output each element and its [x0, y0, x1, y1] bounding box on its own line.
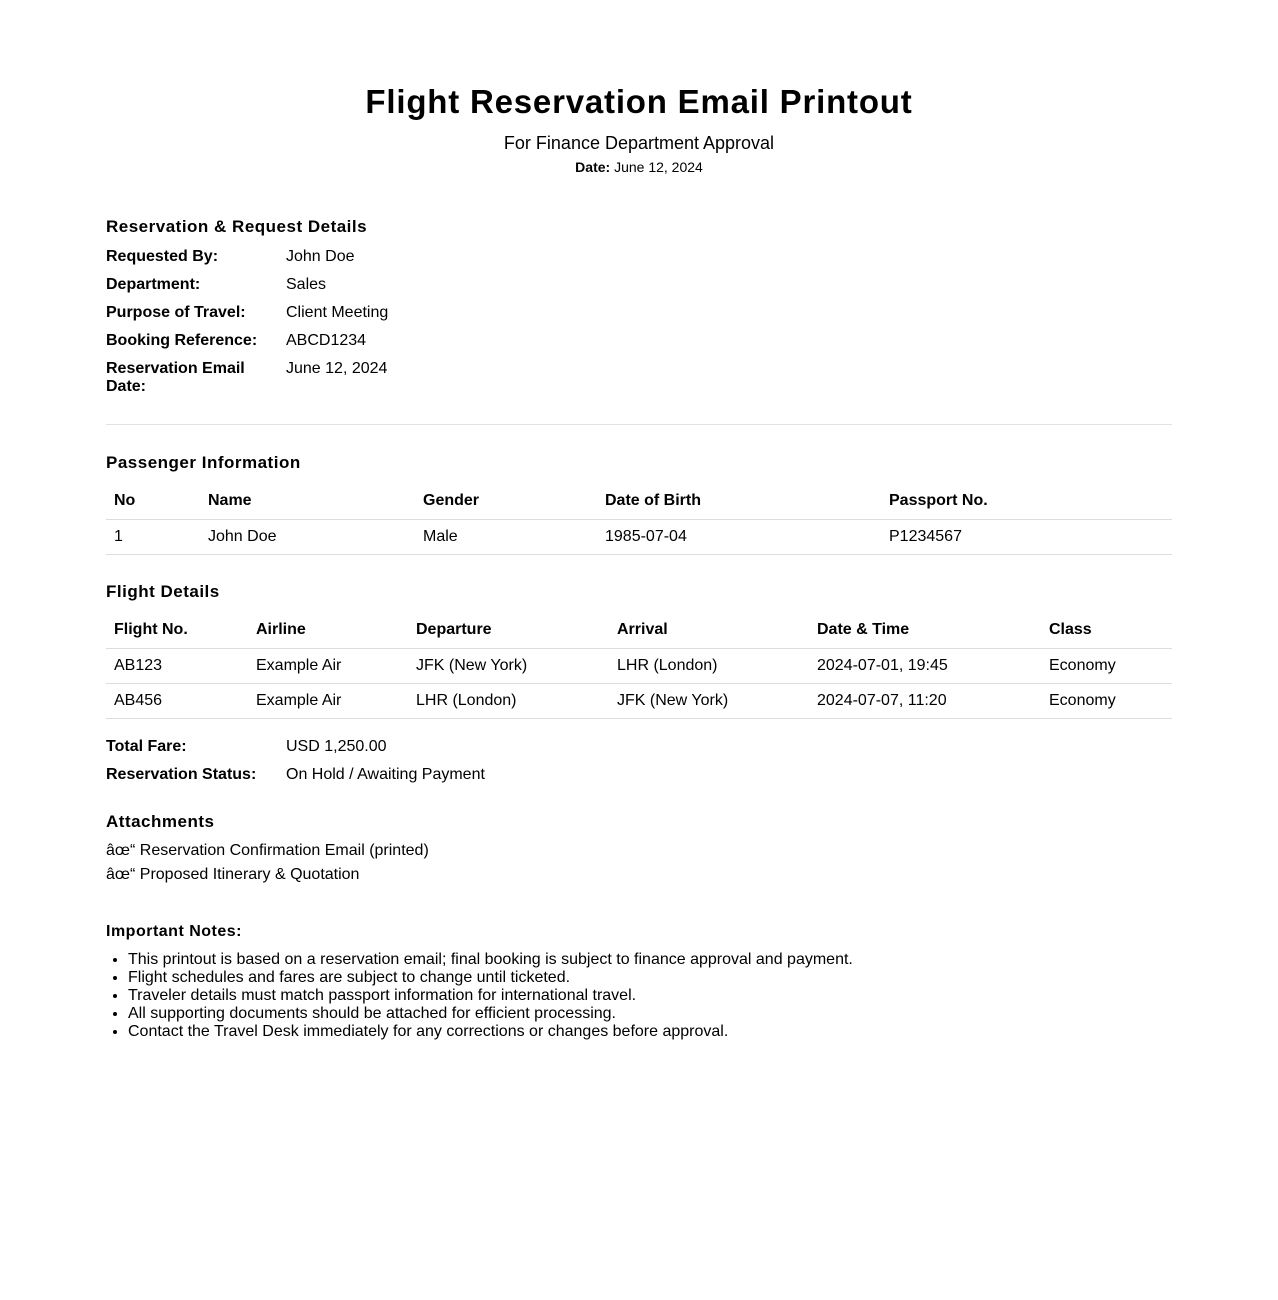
page-title: Flight Reservation Email Printout — [365, 83, 913, 120]
table-cell: Male — [415, 520, 597, 555]
column-header: Date of Birth — [597, 483, 881, 520]
table-row — [106, 649, 1172, 684]
note-item: • Flight schedules and fares are subject to change until ticketed. — [128, 969, 853, 987]
note-item: • Contact the Travel Desk immediately for any corrections or changes before approval. — [128, 1023, 853, 1041]
table-cell: John Doe — [200, 520, 415, 555]
note-item: • All supporting documents should be attached for efficient processing. — [128, 1005, 853, 1023]
table-cell: LHR (London) — [609, 649, 809, 684]
column-header: Departure — [408, 612, 609, 649]
table-cell: Economy — [1041, 649, 1172, 684]
field-label: Requested By: — [106, 248, 219, 265]
table-cell: Example Air — [248, 649, 408, 684]
field-label: Department: — [106, 276, 201, 293]
reservation-heading: Reservation & Request Details — [106, 217, 368, 236]
page-subtitle: For Finance Department Approval — [503, 133, 775, 153]
column-header: Airline — [248, 612, 408, 649]
passenger-table — [106, 483, 1172, 555]
document-header — [106, 80, 1172, 176]
table-cell: 2024-07-07, 11:20 — [809, 684, 1041, 719]
note-item: • Traveler details must match passport information for international travel. — [128, 987, 853, 1005]
table-header-row — [106, 483, 1172, 520]
column-header: Flight No. — [106, 612, 248, 649]
table-cell: JFK (New York) — [609, 684, 809, 719]
attachments-heading: Attachments — [106, 812, 215, 831]
table-cell: Example Air — [248, 684, 408, 719]
passenger-heading: Passenger Information — [106, 453, 301, 472]
date-label: Date: — [575, 159, 611, 175]
field-label: Booking Reference: — [106, 332, 258, 349]
field-label: Total Fare: — [106, 738, 187, 755]
note-item: • This printout is based on a reservation email; final booking is subject to finance approval and payment. — [128, 951, 853, 969]
column-header: Arrival — [609, 612, 809, 649]
field-value: June 12, 2024 — [286, 360, 388, 377]
table-cell: JFK (New York) — [408, 649, 609, 684]
field-label: Reservation Status: — [106, 766, 257, 783]
column-header: Passport No. — [881, 483, 1172, 520]
table-cell: Economy — [1041, 684, 1172, 719]
field-label: Purpose of Travel: — [106, 304, 246, 321]
table-row — [106, 520, 1172, 555]
table-cell: 1 — [106, 520, 200, 555]
column-header: Gender — [415, 483, 597, 520]
table-cell: 1985-07-04 — [597, 520, 881, 555]
attachment-item: âœ“ Proposed Itinerary & Quotation — [106, 866, 360, 883]
field-label: Reservation Email Date: — [106, 360, 245, 395]
column-header: Class — [1041, 612, 1172, 649]
column-header: Name — [200, 483, 415, 520]
document-date — [106, 158, 1172, 176]
table-cell: 2024-07-01, 19:45 — [809, 649, 1041, 684]
column-header: Date & Time — [809, 612, 1041, 649]
table-cell: AB123 — [106, 649, 248, 684]
field-value: USD 1,250.00 — [286, 738, 387, 755]
field-value: Client Meeting — [286, 304, 389, 321]
flights-heading: Flight Details — [106, 582, 220, 601]
attachment-item: âœ“ Reservation Confirmation Email (printed) — [106, 842, 429, 859]
field-value: ABCD1234 — [286, 332, 367, 349]
field-value: On Hold / Awaiting Payment — [286, 766, 485, 783]
field-value: Sales — [286, 276, 327, 293]
field-value: John Doe — [286, 248, 355, 265]
notes-heading: Important Notes: — [106, 923, 242, 940]
flights-table — [106, 612, 1172, 719]
date-value: June 12, 2024 — [614, 159, 703, 175]
attachments-list — [106, 839, 429, 887]
table-cell: LHR (London) — [408, 684, 609, 719]
notes-list — [106, 951, 853, 1041]
table-row — [106, 684, 1172, 719]
table-header-row — [106, 612, 1172, 649]
table-cell: AB456 — [106, 684, 248, 719]
column-header: No — [106, 483, 200, 520]
section-divider — [106, 424, 1172, 425]
table-cell: P1234567 — [881, 520, 1172, 555]
